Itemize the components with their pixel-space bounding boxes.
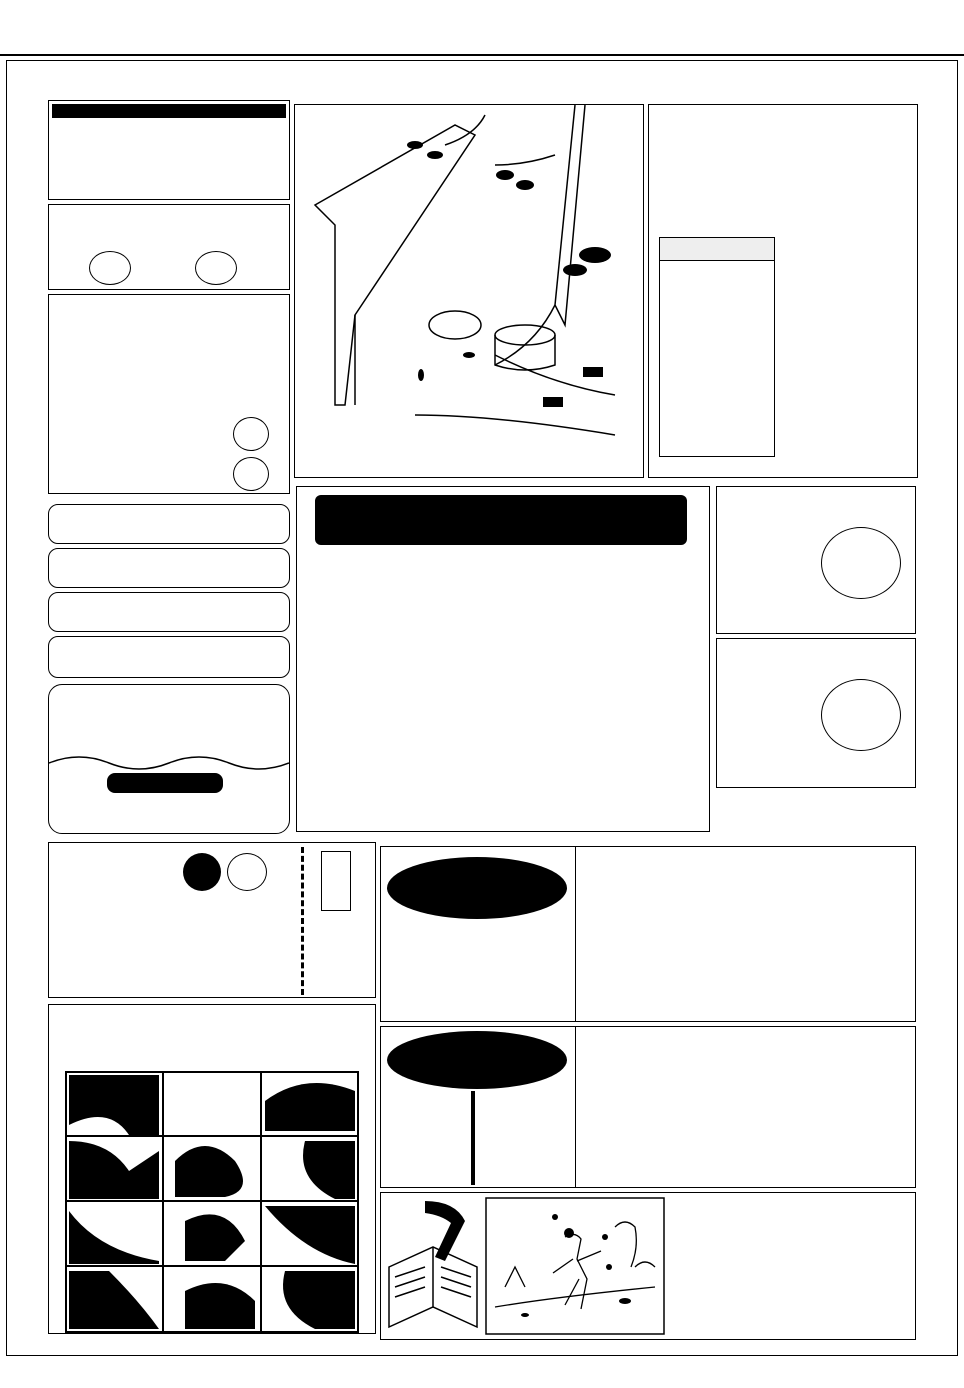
liuhe-xuanji-box: [648, 104, 918, 478]
treasure-box: [380, 1192, 916, 1340]
computer-analysis-box: [296, 486, 710, 832]
lucky-color-row: [48, 592, 290, 632]
cold-hot-number-2: [195, 251, 237, 285]
special-code-open-box: [380, 1026, 916, 1188]
riddle-illustration-box: [294, 104, 644, 478]
treasure-illustration: [485, 1197, 665, 1335]
total-box: [380, 846, 916, 1022]
appear-box-2: [716, 638, 916, 788]
wave-divider: [49, 751, 289, 775]
appear-number-1: [821, 527, 901, 599]
masthead: [0, 0, 964, 56]
total-divider: [575, 847, 576, 1021]
rank-table-title: [52, 104, 286, 118]
cold-hot-number-1: [89, 251, 131, 285]
total-label: [387, 857, 567, 919]
xuanji-box: [48, 842, 376, 998]
xuanji-dashed-divider: [301, 847, 304, 995]
tema-label: [387, 1031, 567, 1089]
appear-number-2: [821, 679, 901, 751]
xuanji-tag: [321, 851, 351, 911]
computer-banner: [315, 495, 687, 545]
special-number-2: [233, 457, 269, 491]
ribbon-left: [8, 90, 36, 1354]
xuanji-title-badge-1: [183, 853, 221, 891]
appear-box-1: [716, 486, 916, 634]
ribbon-top: [8, 62, 956, 88]
special-code-box: [48, 294, 290, 494]
scroll-header: [660, 238, 774, 261]
scroll: [659, 237, 775, 457]
book-hand-illustration: [385, 1197, 481, 1335]
xuanji-title-badge-2: [227, 853, 267, 891]
zodiac-puzzle-box: [48, 1004, 376, 1334]
lucky-band-row: [48, 636, 290, 678]
contribution-box: [48, 684, 290, 834]
cold-hot-box: [48, 204, 290, 290]
lucky-zodiac-row: [48, 548, 290, 588]
zodiac-puzzle-grid: [65, 1071, 359, 1333]
tema-vertical-divider: [575, 1027, 576, 1187]
computer-numbers-row: [337, 565, 677, 607]
special-number-1: [233, 417, 269, 451]
ribbon-right: [928, 90, 956, 1354]
riddle-illustration: [295, 105, 641, 475]
rank-table-box: [48, 100, 290, 200]
lucky-code-row: [48, 504, 290, 544]
special-attention-label: [107, 773, 223, 793]
tema-divider-line: [471, 1091, 475, 1185]
